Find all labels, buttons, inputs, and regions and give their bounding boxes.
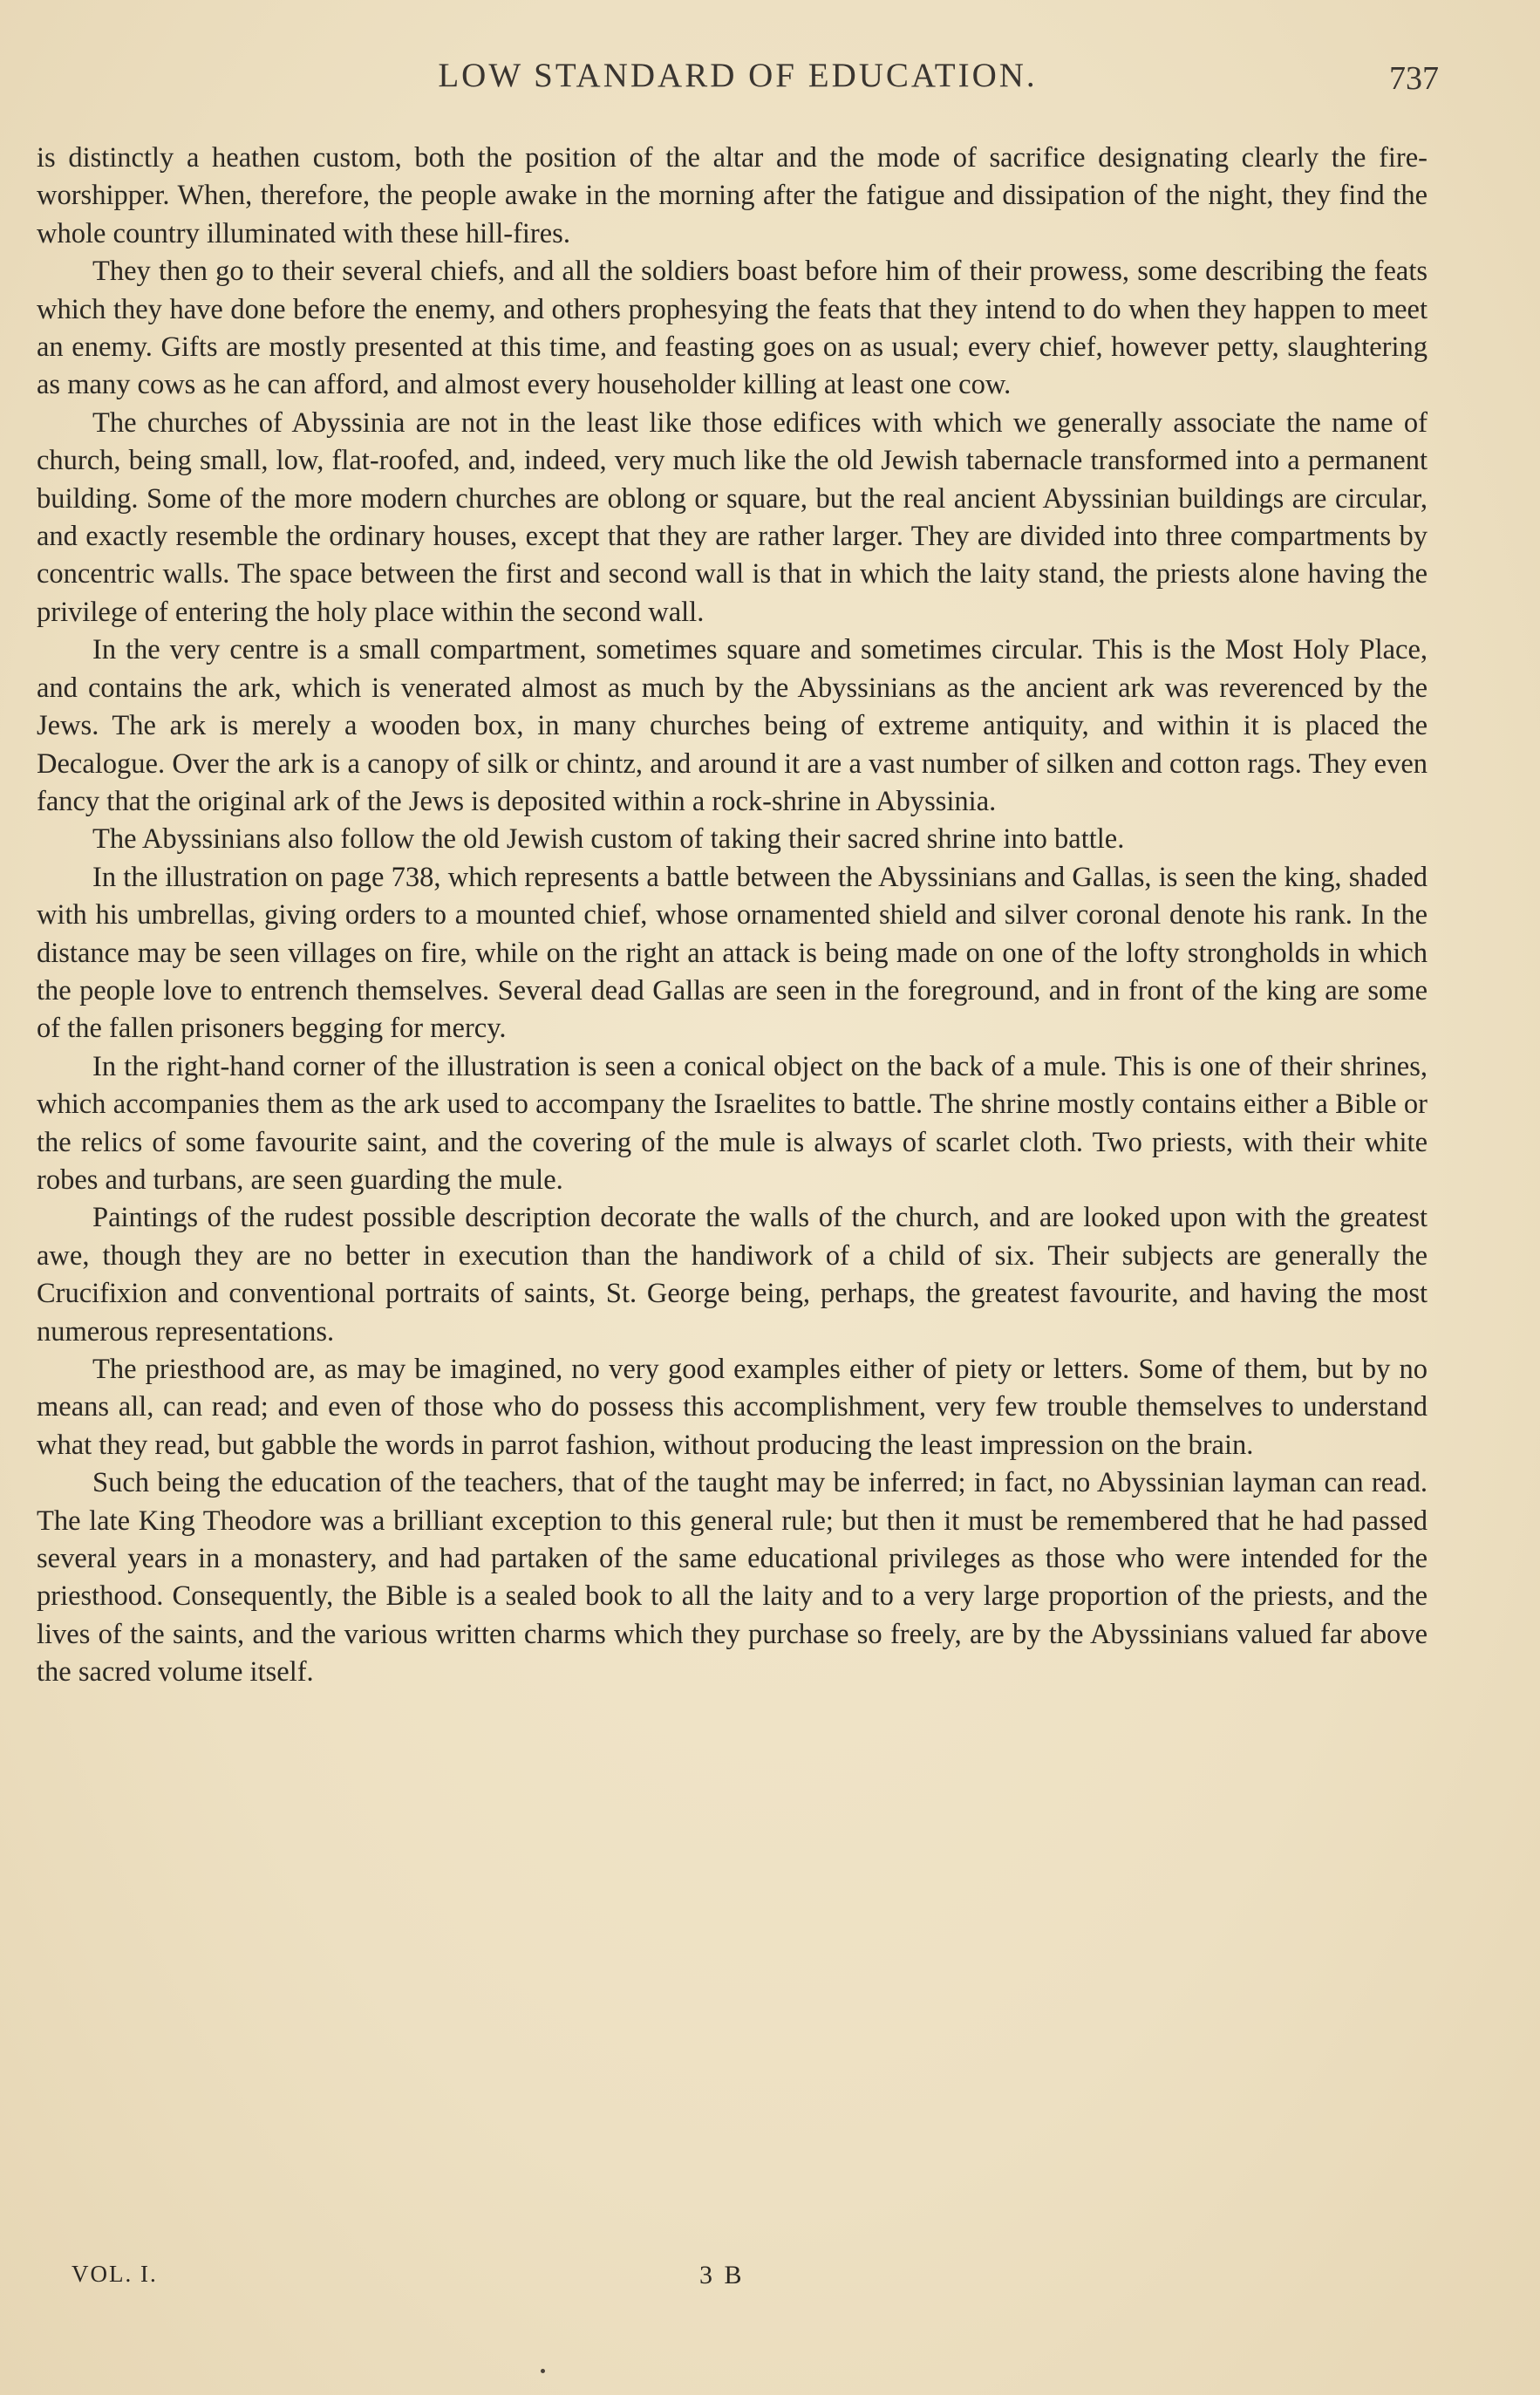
paragraph-paintings: Paintings of the rudest possible description decorate the walls of the church, and are looked upon with the greatest awe, though they are no better in execution than the handiwork of a child of six. Their subjects are generally the Crucifixion and conventional portraits of saints, St. George being, perhaps, the greatest favourite, and having the most numerous representations. — [37, 1202, 1428, 1348]
signature-mark: 3 B — [699, 2261, 745, 2289]
paragraph-churches: The churches of Abyssinia are not in the least like those edifices with which we generally associate the name of church, being small, low, flat-roofed, and, indeed, very much like the old Jewish tabernacle transformed into a permanent building. Some of the more modern churches are oblong or square, but the real ancient Abyssinian buildings are circular, and exactly resemble the ordinary houses, except that they are rather larger. They are divided into three compartments by concentric walls. The space between the first and second wall is that in which the laity stand, the priests alone having the privilege of entering the holy place within the second wall. — [37, 406, 1428, 628]
paragraph-chiefs-boast: They then go to their several chiefs, and all the soldiers boast before him of their prowess, some describing the feats which they have done before the enemy, and others prophesying the feats that they intend to do when they happen to meet an enemy. Gifts are mostly presented at this time, and feasting goes on as usual; every chief, however petty, slaughtering as many cows as he can afford, and almost every householder killing at least one cow. — [37, 256, 1428, 401]
paragraph-holy-place: In the very centre is a small compartment, sometimes square and sometimes circular. This is the Most Holy Place, and contains the ark, which is venerated almost as much by the Abyssinians as the ancient ark was reverenced by the Jews. The ark is merely a wooden box, in many churches being of extreme antiquity, and within it is placed the Decalogue. Over the ark is a canopy of silk or chintz, and around it are a vast number of silken and cotton rags. They even fancy that the original ark of the Jews is deposited within a rock-shrine in Abyssinia. — [37, 634, 1428, 817]
body-text — [37, 140, 1428, 1692]
volume-label: VOL. I. — [72, 2261, 158, 2287]
running-title: LOW STANDARD OF EDUCATION. — [438, 57, 1038, 94]
page-number: 737 — [1389, 60, 1439, 97]
page-header — [37, 56, 1439, 108]
paragraph-continued: is distinctly a heathen custom, both the position of the altar and the mode of sacrifice designating clearly the fire-worshipper. When, therefore, the people awake in the morning after the fatigue and dissipation of the night, they find the whole country illuminated with these hill-fires. — [37, 142, 1428, 249]
paragraph-conical-object: In the right-hand corner of the illustration is seen a conical object on the back of a mule. This is one of their shrines, which accompanies them as the ark used to accompany the Israelites to battle. The shrine mostly contains either a Bible or the relics of some favourite saint, and the covering of the mule is always of scarlet cloth. Two priests, with their white robes and turbans, are seen guarding the mule. — [37, 1050, 1428, 1196]
page-footer — [37, 2261, 1428, 2304]
paragraph-education: Such being the education of the teachers, that of the taught may be inferred; in fact, no Abyssinian layman can read. The late King Theodore was a brilliant exception to this general rule; but then it must be remembered that he had passed several years in a monastery, and had partaken of the same educational privileges as those who were intended for the priesthood. Consequently, the Bible is a sealed book to all the laity and to a very large proportion of the priests, and the lives of the saints, and the various written charms which they purchase so freely, are by the Abyssinians valued far above the sacred volume itself. — [37, 1467, 1428, 1689]
paragraph-priesthood: The priesthood are, as may be imagined, no very good examples either of piety or letters. Some of them, but by no means all, can read; and even of those who do possess this accomplishment, very few trouble themselves to understand what they read, but gabble the words in parrot fashion, without producing the least impression on the brain. — [37, 1354, 1428, 1461]
paragraph-shrine-battle: The Abyssinians also follow the old Jewish custom of taking their sacred shrine into battle. — [92, 823, 1125, 856]
paragraph-illustration: In the illustration on page 738, which represents a battle between the Abyssinians and Gallas, is seen the king, shaded with his umbrellas, giving orders to a mounted chief, whose ornamented shield and silver coronal denote his rank. In the distance may be seen villages on fire, while on the right an attack is being made on one of the lofty strongholds in which the people love to entrench themselves. Several dead Gallas are seen in the foreground, and in front of the king are some of the fallen prisoners begging for mercy. — [37, 861, 1428, 1045]
ink-speck — [541, 2369, 545, 2373]
